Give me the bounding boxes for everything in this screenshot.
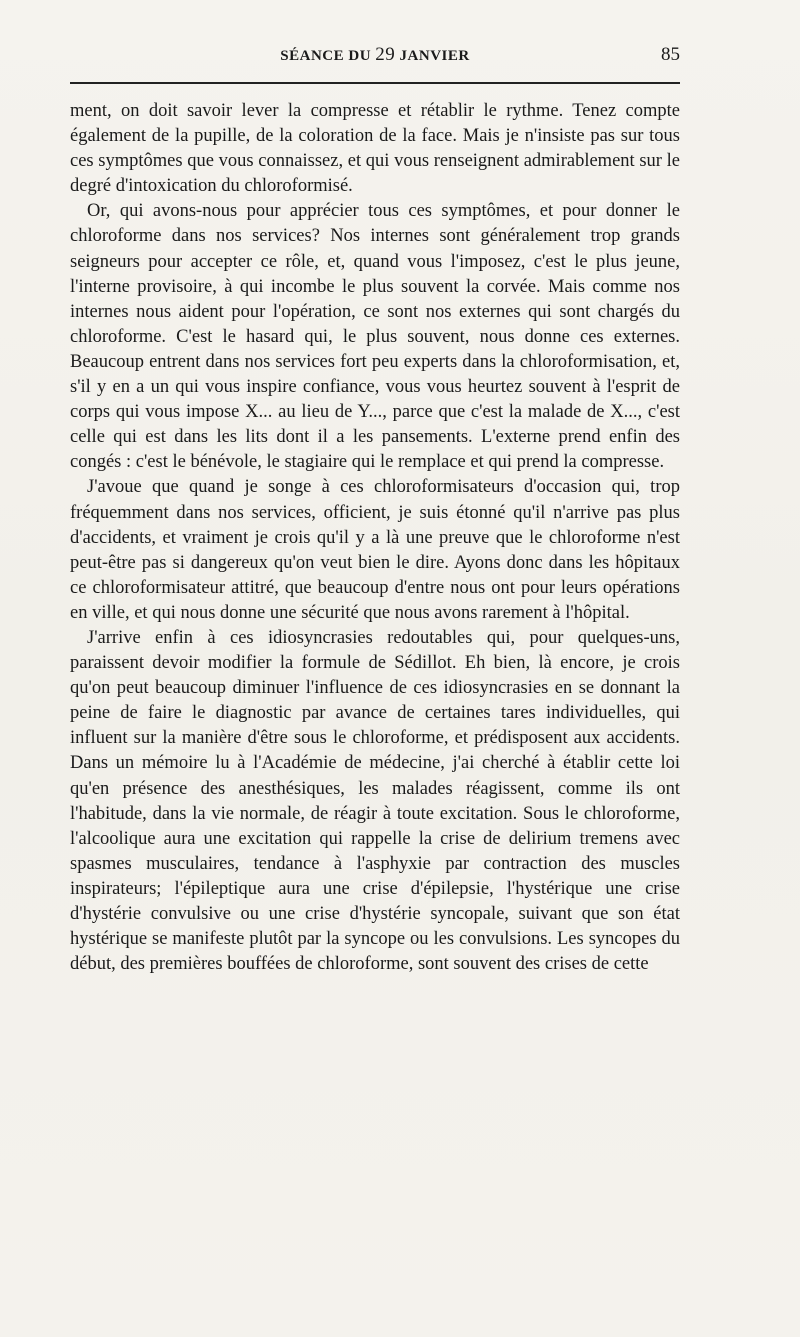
paragraph-3: J'avoue que quand je songe à ces chloroformisateurs d'occasion qui, trop fréquemment dans nos services, officient, je suis étonné qu'il n'arrive pas plus d'accidents, et vraiment je crois qu'il y a là une preuve que le chloroforme n'est peut-être pas si dangereux qu'on veut bien le dire. Ayons donc dans les hôpitaux ce chloroformisateur attitré, que beaucoup d'entre nous ont pour leurs opérations en ville, et qui nous donne une sécurité que nous avons rarement à l'hôpital. (70, 477, 680, 623)
header-title-day: 29 (375, 44, 396, 65)
paragraph-2: Or, qui avons-nous pour apprécier tous ces symptômes, et pour donner le chloroforme dans nos services? Nos internes sont généralement trop grands seigneurs pour accepter ce rôle, et, quand vous l'imposez, c'est le plus jeune, l'interne provisoire, à qui incombe le plus souvent la corvée. Mais comme nos internes nous aident pour l'opération, ce sont nos externes qui sont chargés du chloroforme. C'est le hasard qui, le plus souvent, nous donne ces externes. Beaucoup entrent dans nos services fort peu experts dans la chloroformisation, et, s'il y en a un qui vous inspire confiance, vous vous heurtez souvent à l'esprit de corps qui vous impose X... au lieu de Y..., parce que c'est la malade de X..., c'est celle qui est dans les lits dont il a les pansements. L'externe prend enfin des congés : c'est le bénévole, le stagiaire qui le remplace et qui prend la compresse. (70, 201, 680, 473)
paragraph-4: J'arrive enfin à ces idiosyncrasies redoutables qui, pour quelques-uns, paraissent devoir modifier la formule de Sédillot. Eh bien, là encore, je crois qu'on peut beaucoup diminuer l'influence de ces idiosyncrasies en se donnant la peine de faire le diagnostic par avance de certaines tares individuelles, qui influent sur la manière d'être sous le chloroforme, et prédisposent aux accidents. Dans un mémoire lu à l'Académie de médecine, j'ai cherché à établir cette loi qu'en présence des anesthésiques, les malades réagissent, comme ils ont l'habitude, dans la vie normale, de réagir à toute excitation. Sous le chloroforme, l'alcoolique aura une excitation qui rappelle la crise de delirium tremens avec spasmes musculaires, tendance à l'asphyxie par contraction des muscles inspirateurs; l'épileptique aura une crise d'épilepsie, l'hystérique une crise d'hystérie convulsive ou une crise d'hystérie syncopale, suivant que son état hystérique se manifeste plutôt par la syncope ou les convulsions. Les syncopes du début, des premières bouffées de chloroforme, sont souvent des crises de cette (70, 627, 680, 975)
header-title (70, 44, 680, 66)
body-text (70, 99, 680, 977)
running-header (70, 44, 680, 74)
header-rule (70, 82, 680, 84)
paragraph-1: ment, on doit savoir lever la compresse et rétablir le rythme. Tenez compte également de la pupille, de la coloration de la face. Mais je n'insiste pas sur tous ces symptômes que vous connaissez, et qui vous renseignent admirablement sur le degré d'intoxication du chloroformisé. (70, 101, 680, 197)
header-title-month: JANVIER (399, 48, 470, 64)
header-title-prefix: SÉANCE DU (280, 48, 372, 64)
page-number: 85 (661, 44, 680, 65)
